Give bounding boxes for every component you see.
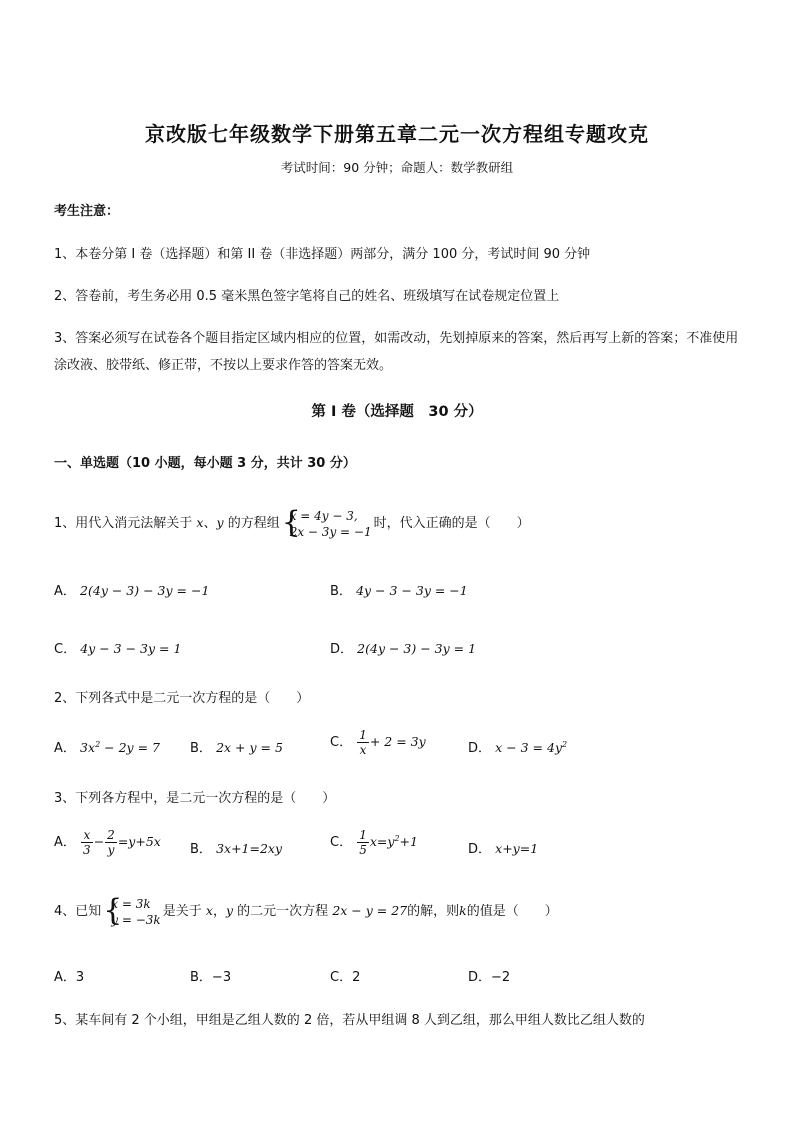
option-text: 4y − 3 − 3y = 1 bbox=[80, 641, 182, 656]
fraction: $\frac{2}{y}$ bbox=[107, 828, 115, 857]
q4-option-b[interactable] bbox=[190, 966, 231, 985]
fraction: $\frac{x}{3}$ bbox=[83, 828, 91, 857]
q4-var-y: y bbox=[225, 903, 234, 918]
option-text: −3 bbox=[211, 970, 232, 985]
notice-item-2: 2、答卷前，考生务必用 0.5 毫米黑色签字笔将自己的姓名、班级填写在试卷规定位置上 bbox=[54, 289, 560, 304]
option-text: 3 bbox=[75, 970, 85, 985]
option-label: B． bbox=[190, 741, 212, 756]
q2-option-d[interactable] bbox=[468, 737, 567, 756]
q4-mid2: 的二元一次方程 bbox=[237, 904, 329, 919]
option-text: 2(4y − 3) − 3y = −1 bbox=[80, 583, 210, 598]
q1-var-y: y bbox=[216, 515, 224, 530]
q4-option-c[interactable] bbox=[330, 966, 360, 985]
q2-option-c[interactable] bbox=[330, 728, 426, 757]
option-label: A． bbox=[54, 970, 76, 985]
part-title: 一、单选题（10 小题，每小题 3 分，共计 30 分） bbox=[54, 456, 356, 471]
minus-sign: − bbox=[93, 834, 105, 849]
notice-item-3: 3、答案必须写在试卷各个题目指定区域内相应的位置，如需改动，先划掉原来的答案，然后再写上新的答案；不准使用涂改液、胶带纸、修正带，不按以上要求作答的答案无效。 bbox=[54, 331, 739, 373]
q4-comma: ， bbox=[212, 904, 226, 919]
option-text: 2x + y = 5 bbox=[216, 740, 283, 755]
q4-option-d[interactable] bbox=[468, 966, 510, 985]
option-text: 3x+1=2xy bbox=[216, 841, 283, 856]
q1-option-c[interactable] bbox=[54, 638, 181, 657]
brace-icon: { bbox=[281, 504, 301, 540]
q1-equation-system bbox=[281, 504, 372, 540]
option-label: C． bbox=[54, 642, 77, 657]
option-label: C． bbox=[330, 835, 353, 850]
q1-system-line-1: x = 4y − 3, bbox=[289, 508, 358, 523]
fraction: $\frac{1}{5}$ bbox=[359, 828, 367, 857]
option-label: B． bbox=[330, 584, 352, 599]
q1-suffix: 时，代入正确的是（ ） bbox=[373, 516, 530, 531]
q1-sep: 、 bbox=[203, 516, 217, 531]
option-text: $x - 3 = 4y^2$ bbox=[495, 739, 568, 755]
option-text: 2 bbox=[352, 970, 361, 985]
q4-system-line-2: y = −3k bbox=[111, 912, 161, 927]
option-label: B． bbox=[190, 970, 212, 985]
q2-option-b[interactable] bbox=[190, 737, 283, 756]
q4-system-line-1: x = 3k bbox=[111, 896, 151, 911]
exam-info: 考试时间：90 分钟；命题人：数学教研组 bbox=[280, 160, 514, 175]
q4-suffix: 的值是（ ） bbox=[466, 904, 558, 919]
q4-mid: 是关于 bbox=[162, 904, 202, 919]
q4-prefix: 4、已知 bbox=[54, 904, 102, 919]
option-text: 2(4y − 3) − 3y = 1 bbox=[357, 641, 477, 656]
page-title: 京改版七年级数学下册第五章二元一次方程组专题攻克 bbox=[145, 122, 649, 146]
q4-equation-system bbox=[103, 892, 161, 928]
option-label: D． bbox=[468, 741, 492, 756]
q4-equation: 2x − y = 27 bbox=[332, 903, 408, 918]
option-label: A． bbox=[54, 584, 76, 599]
option-label: C． bbox=[330, 735, 353, 750]
q4-var-x: x bbox=[205, 903, 213, 918]
fraction: $\frac{1}{x}$ bbox=[359, 728, 367, 757]
option-label: A． bbox=[54, 741, 76, 756]
option-text: x+y=1 bbox=[495, 841, 539, 856]
option-label: D． bbox=[468, 842, 492, 857]
q4-option-a[interactable] bbox=[54, 966, 84, 985]
option-label: D． bbox=[468, 970, 492, 985]
q1-system-line-2: 2x − 3y = −1 bbox=[289, 524, 372, 539]
notice-heading: 考生注意： bbox=[54, 204, 120, 219]
brace-icon: { bbox=[103, 892, 123, 928]
question-3-stem: 3、下列各方程中，是二元一次方程的是（ ） bbox=[54, 791, 336, 806]
q1-prefix: 1、用代入消元法解关于 bbox=[54, 516, 193, 531]
q3-option-d[interactable] bbox=[468, 838, 538, 857]
option-label: D． bbox=[330, 642, 354, 657]
q4-var-k: k bbox=[459, 903, 467, 918]
option-label: C． bbox=[330, 970, 353, 985]
q3-option-a[interactable] bbox=[54, 828, 161, 857]
option-text: $x=y^2+1$ bbox=[369, 833, 418, 849]
question-5-stem: 5、某车间有 2 个小组，甲组是乙组人数的 2 倍，若从甲组调 8 人到乙组，那么甲组人数比乙组人数的 bbox=[54, 1013, 645, 1028]
q1-option-a[interactable] bbox=[54, 580, 209, 599]
option-text: $3x^2 - 2y = 7$ bbox=[80, 739, 160, 755]
q1-option-d[interactable] bbox=[330, 638, 476, 657]
question-4-stem bbox=[54, 894, 558, 929]
q4-mid3: 的解，则 bbox=[407, 904, 460, 919]
q3-option-b[interactable] bbox=[190, 838, 282, 857]
option-text: + 2 = 3y bbox=[369, 734, 426, 749]
question-1-stem bbox=[54, 506, 530, 541]
q1-mid: 的方程组 bbox=[227, 516, 280, 531]
option-label: B． bbox=[190, 842, 212, 857]
option-text: 4y − 3 − 3y = −1 bbox=[356, 583, 468, 598]
section-title: 第 I 卷（选择题 30 分） bbox=[311, 404, 483, 420]
q3-option-c[interactable] bbox=[330, 828, 418, 857]
q1-option-b[interactable] bbox=[330, 580, 468, 599]
q1-var-x: x bbox=[196, 515, 204, 530]
notice-item-1: 1、本卷分第 I 卷（选择题）和第 II 卷（非选择题）两部分，满分 100 分，考试时间 90 分钟 bbox=[54, 247, 591, 262]
option-text: −2 bbox=[491, 970, 511, 985]
question-2-stem: 2、下列各式中是二元一次方程的是（ ） bbox=[54, 691, 310, 706]
option-label: A． bbox=[54, 835, 76, 850]
q2-option-a[interactable] bbox=[54, 737, 160, 756]
option-text: =y+5x bbox=[117, 834, 161, 849]
